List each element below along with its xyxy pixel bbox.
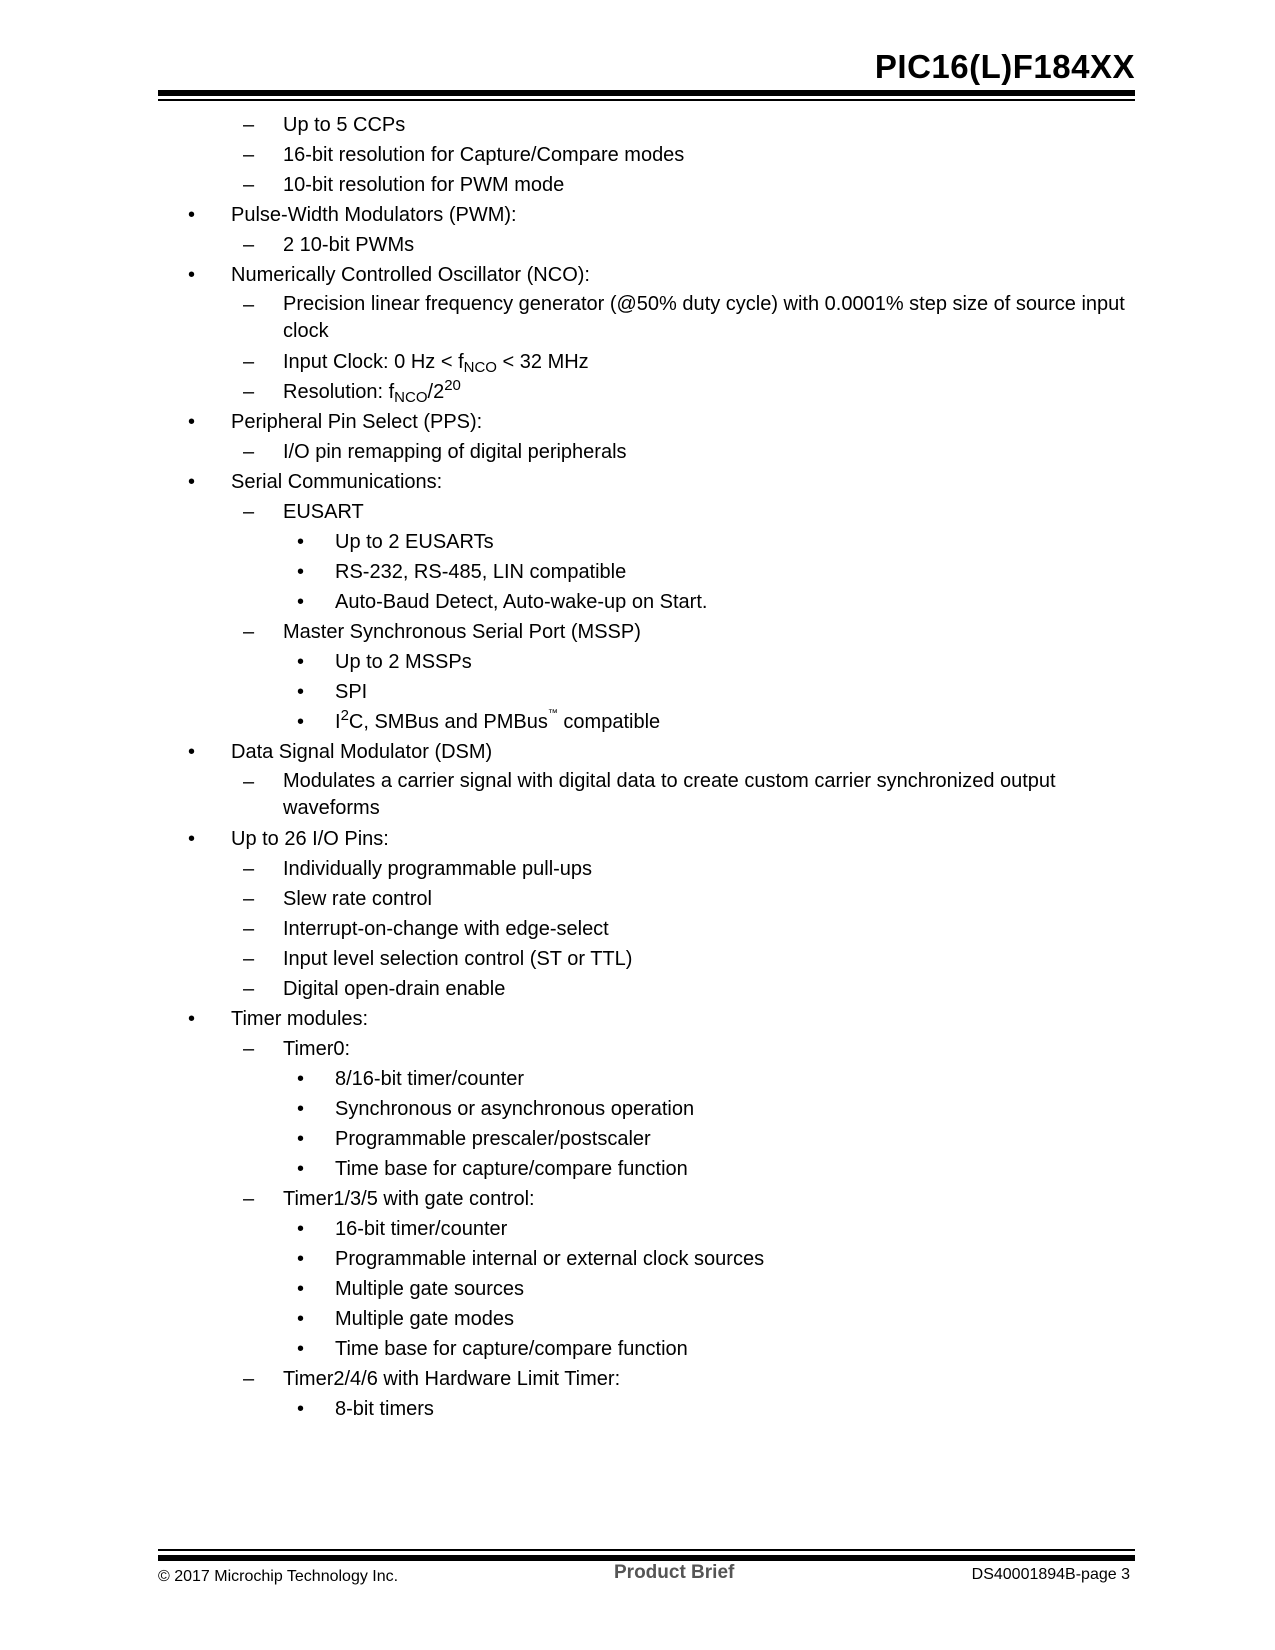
dash-icon: – bbox=[243, 621, 255, 643]
footer-rule-thick bbox=[158, 1555, 1135, 1561]
dash-icon: – bbox=[243, 1188, 255, 1210]
bullet-icon: • bbox=[297, 1398, 305, 1420]
dash-icon: – bbox=[243, 294, 255, 316]
dash-icon: – bbox=[243, 114, 255, 136]
footer-page-ref: DS40001894B-page 3 bbox=[971, 1566, 1130, 1583]
bullet-icon: • bbox=[297, 591, 305, 613]
dash-icon: – bbox=[243, 771, 255, 793]
bullet-icon: • bbox=[297, 561, 305, 583]
header-rule-thin bbox=[158, 99, 1135, 101]
dash-icon: – bbox=[243, 144, 255, 166]
bullet-icon: • bbox=[297, 1098, 305, 1120]
bullet-icon: • bbox=[188, 411, 196, 433]
bullet-icon: • bbox=[297, 681, 305, 703]
footer-doc-type: Product Brief bbox=[614, 1562, 735, 1583]
bullet-icon: • bbox=[297, 1278, 305, 1300]
bullet-icon: • bbox=[297, 1158, 305, 1180]
bullet-icon: • bbox=[297, 1128, 305, 1150]
dash-icon: – bbox=[243, 174, 255, 196]
dash-icon: – bbox=[243, 351, 255, 373]
dash-icon: – bbox=[243, 888, 255, 910]
bullet-icon: • bbox=[188, 471, 196, 493]
bullet-icon: • bbox=[297, 711, 305, 733]
dash-icon: – bbox=[243, 858, 255, 880]
bullet-icon: • bbox=[297, 1068, 305, 1090]
page-title: PIC16(L)F184XX bbox=[874, 48, 1135, 85]
bullet-icon: • bbox=[297, 1338, 305, 1360]
bullet-icon: • bbox=[188, 1008, 196, 1030]
dash-icon: – bbox=[243, 1368, 255, 1390]
bullet-icon: • bbox=[188, 264, 196, 286]
bullet-icon: • bbox=[297, 1218, 305, 1240]
bullet-icon: • bbox=[297, 1248, 305, 1270]
header-rule-thick bbox=[158, 90, 1135, 96]
dash-icon: – bbox=[243, 1038, 255, 1060]
dash-icon: – bbox=[243, 978, 255, 1000]
footer-copyright: © 2017 Microchip Technology Inc. bbox=[158, 1568, 399, 1585]
dash-icon: – bbox=[243, 381, 255, 403]
bullet-icon: • bbox=[188, 828, 196, 850]
dash-icon: – bbox=[243, 918, 255, 940]
footer-rule-thin bbox=[158, 1549, 1135, 1551]
bullet-icon: • bbox=[297, 1308, 305, 1330]
bullet-icon: • bbox=[188, 204, 196, 226]
bullet-icon: • bbox=[188, 741, 196, 763]
dash-icon: – bbox=[243, 234, 255, 256]
bullet-icon: • bbox=[297, 651, 305, 673]
dash-icon: – bbox=[243, 441, 255, 463]
dash-icon: – bbox=[243, 501, 255, 523]
bullet-icon: • bbox=[297, 531, 305, 553]
dash-icon: – bbox=[243, 948, 255, 970]
